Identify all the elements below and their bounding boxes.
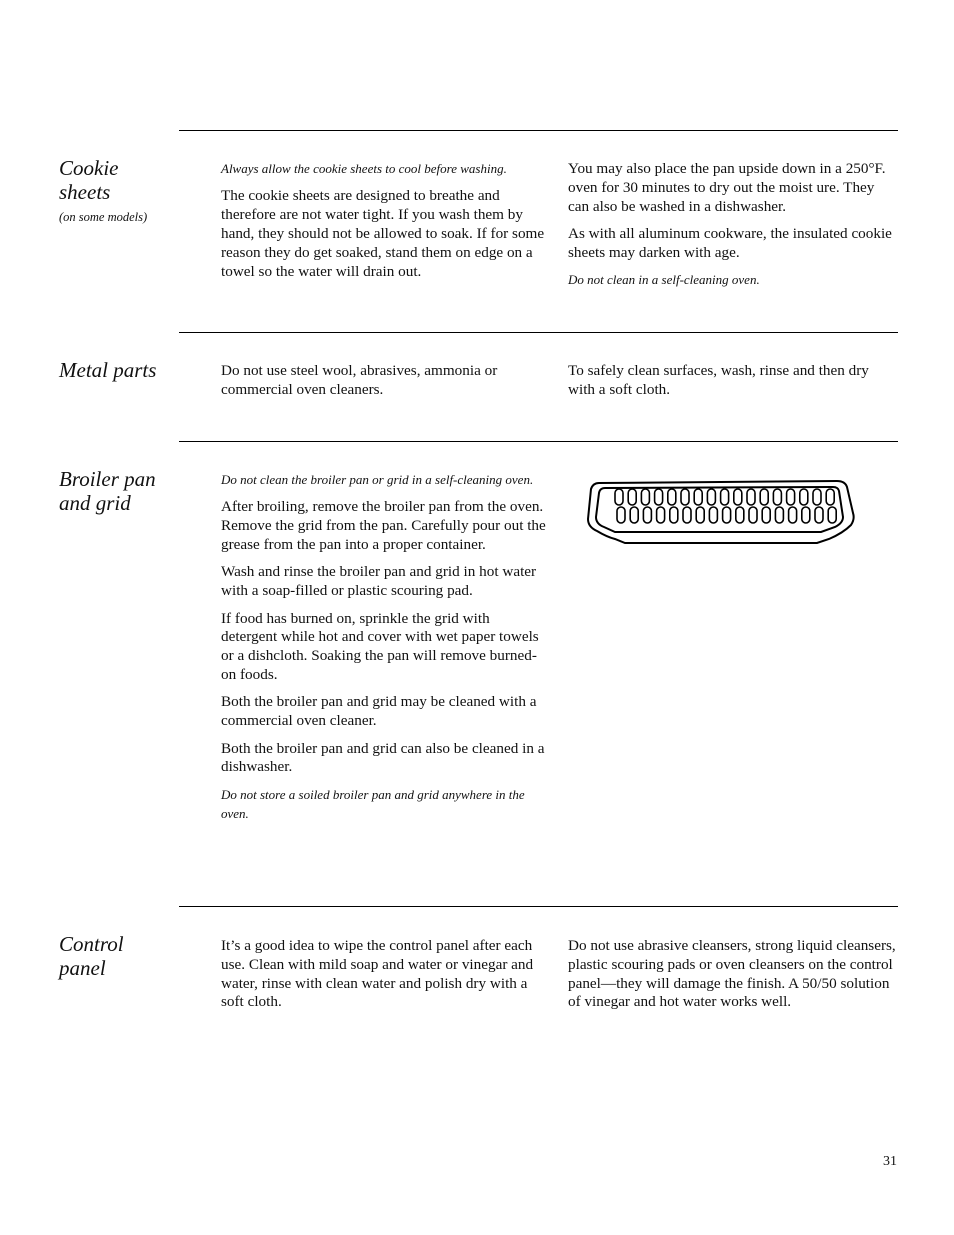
heading-line: Cookie bbox=[59, 156, 119, 180]
cookie-sheets-column-1 bbox=[221, 160, 547, 290]
broiler-pan-heading bbox=[59, 467, 179, 515]
grid-slot bbox=[670, 507, 678, 523]
grid-slot bbox=[630, 507, 638, 523]
heading-line: panel bbox=[59, 956, 106, 980]
grid-slot bbox=[643, 507, 651, 523]
grid-slot bbox=[760, 489, 768, 505]
grid-slot bbox=[668, 489, 676, 505]
models-note: (on some models) bbox=[59, 210, 148, 224]
grid-slot bbox=[681, 489, 689, 505]
paragraph: Both the broiler pan and grid can also be cleaned in a dishwasher. bbox=[221, 739, 545, 776]
paragraph: Always allow the cookie sheets to cool before washing. bbox=[221, 161, 507, 176]
section-divider-control bbox=[179, 906, 898, 907]
paragraph: Do not use steel wool, abrasives, ammonia or commercial oven cleaners. bbox=[221, 362, 498, 398]
grid-slot bbox=[683, 507, 691, 523]
grid-slot bbox=[721, 489, 729, 505]
grid-slot bbox=[615, 489, 623, 505]
grid-slot bbox=[813, 489, 821, 505]
broiler-pan-column-1 bbox=[221, 471, 547, 832]
control-panel-column-1 bbox=[221, 937, 547, 1021]
heading-line: Control bbox=[59, 932, 124, 956]
grid-slot bbox=[815, 507, 823, 523]
heading-line: sheets bbox=[59, 180, 111, 204]
heading-line: and grid bbox=[59, 491, 131, 515]
heading-line: Metal parts bbox=[59, 358, 157, 382]
grid-slot bbox=[789, 507, 797, 523]
paragraph: It’s a good idea to wipe the control panel after each use. Clean with mild soap and water or vinegar and water, rinse with clean water and polish dry with a soft cloth. bbox=[221, 937, 534, 1011]
section-divider-broiler bbox=[179, 441, 898, 442]
metal-parts-column-2 bbox=[568, 362, 896, 408]
grid-slot bbox=[694, 489, 702, 505]
paragraph: If food has burned on, sprinkle the grid with detergent while hot and cover with wet paper towels or a dishcloth. Soaking the pan will remove burned-on foods. bbox=[221, 609, 539, 683]
paragraph: Do not clean the broiler pan or grid in a self-cleaning oven. bbox=[221, 472, 534, 487]
grid-slot bbox=[641, 489, 649, 505]
grid-slot bbox=[734, 489, 742, 505]
grid-slot bbox=[655, 489, 663, 505]
paragraph: Wash and rinse the broiler pan and grid in hot water with a soap-filled or plastic scouring pad. bbox=[221, 563, 537, 600]
grid-slot bbox=[707, 489, 715, 505]
grid-slot bbox=[747, 489, 755, 505]
cookie-sheets-column-2 bbox=[568, 160, 896, 299]
grid-slot bbox=[802, 507, 810, 523]
grid-slot bbox=[826, 489, 834, 505]
grid-slot bbox=[657, 507, 665, 523]
grid-slot bbox=[617, 507, 625, 523]
paragraph: As with all aluminum cookware, the insulated cookie sheets may darken with age. bbox=[568, 224, 892, 261]
paragraph: You may also place the pan upside down in a 250°F. oven for 30 minutes to dry out the moist ure. They can also be washed in a dishwasher. bbox=[568, 160, 886, 215]
paragraph: To safely clean surfaces, wash, rinse and then dry with a soft cloth. bbox=[568, 362, 869, 398]
grid-slot bbox=[800, 489, 808, 505]
paragraph: After broiling, remove the broiler pan from the oven. Remove the grid from the pan. Carefully pour out the grease from the pan into a proper container. bbox=[221, 498, 546, 553]
paragraph: The cookie sheets are designed to breathe and therefore are not water tight. If you wash them by hand, they should not be allowed to soak. If for some reason they do get soaked, stand them on edge on a towel so the water will drain out. bbox=[221, 187, 545, 280]
grid-slot bbox=[828, 507, 836, 523]
paragraph: Do not use abrasive cleansers, strong liquid cleansers, plastic scouring pads or oven cleansers on the control panel—they will damage the finish. A 50/50 solution of vinegar and hot water works well. bbox=[568, 937, 896, 1011]
grid-slot bbox=[775, 507, 783, 523]
broiler-pan-illustration bbox=[585, 475, 856, 547]
section-divider-metal bbox=[179, 332, 898, 333]
paragraph: Both the broiler pan and grid may be cleaned with a commercial oven cleaner. bbox=[221, 693, 537, 730]
heading-line: Broiler pan bbox=[59, 467, 156, 491]
grid-slot bbox=[709, 507, 717, 523]
page-number: 31 bbox=[883, 1154, 897, 1169]
metal-parts-heading bbox=[59, 358, 179, 382]
grid-slot bbox=[773, 489, 781, 505]
grid-slot bbox=[628, 489, 636, 505]
paragraph: Do not clean in a self-cleaning oven. bbox=[568, 272, 760, 288]
cookie-sheets-heading bbox=[59, 156, 179, 226]
paragraph: Do not store a soiled broiler pan and grid anywhere in the oven. bbox=[221, 786, 525, 821]
grid-slot bbox=[723, 507, 731, 523]
grid-slot bbox=[762, 507, 770, 523]
control-panel-heading bbox=[59, 932, 179, 980]
grid-slot bbox=[736, 507, 744, 523]
section-divider-top bbox=[179, 130, 898, 131]
grid-slot bbox=[749, 507, 757, 523]
grid-slot bbox=[787, 489, 795, 505]
grid-slot bbox=[696, 507, 704, 523]
metal-parts-column-1 bbox=[221, 362, 547, 408]
control-panel-column-2 bbox=[568, 937, 896, 1021]
